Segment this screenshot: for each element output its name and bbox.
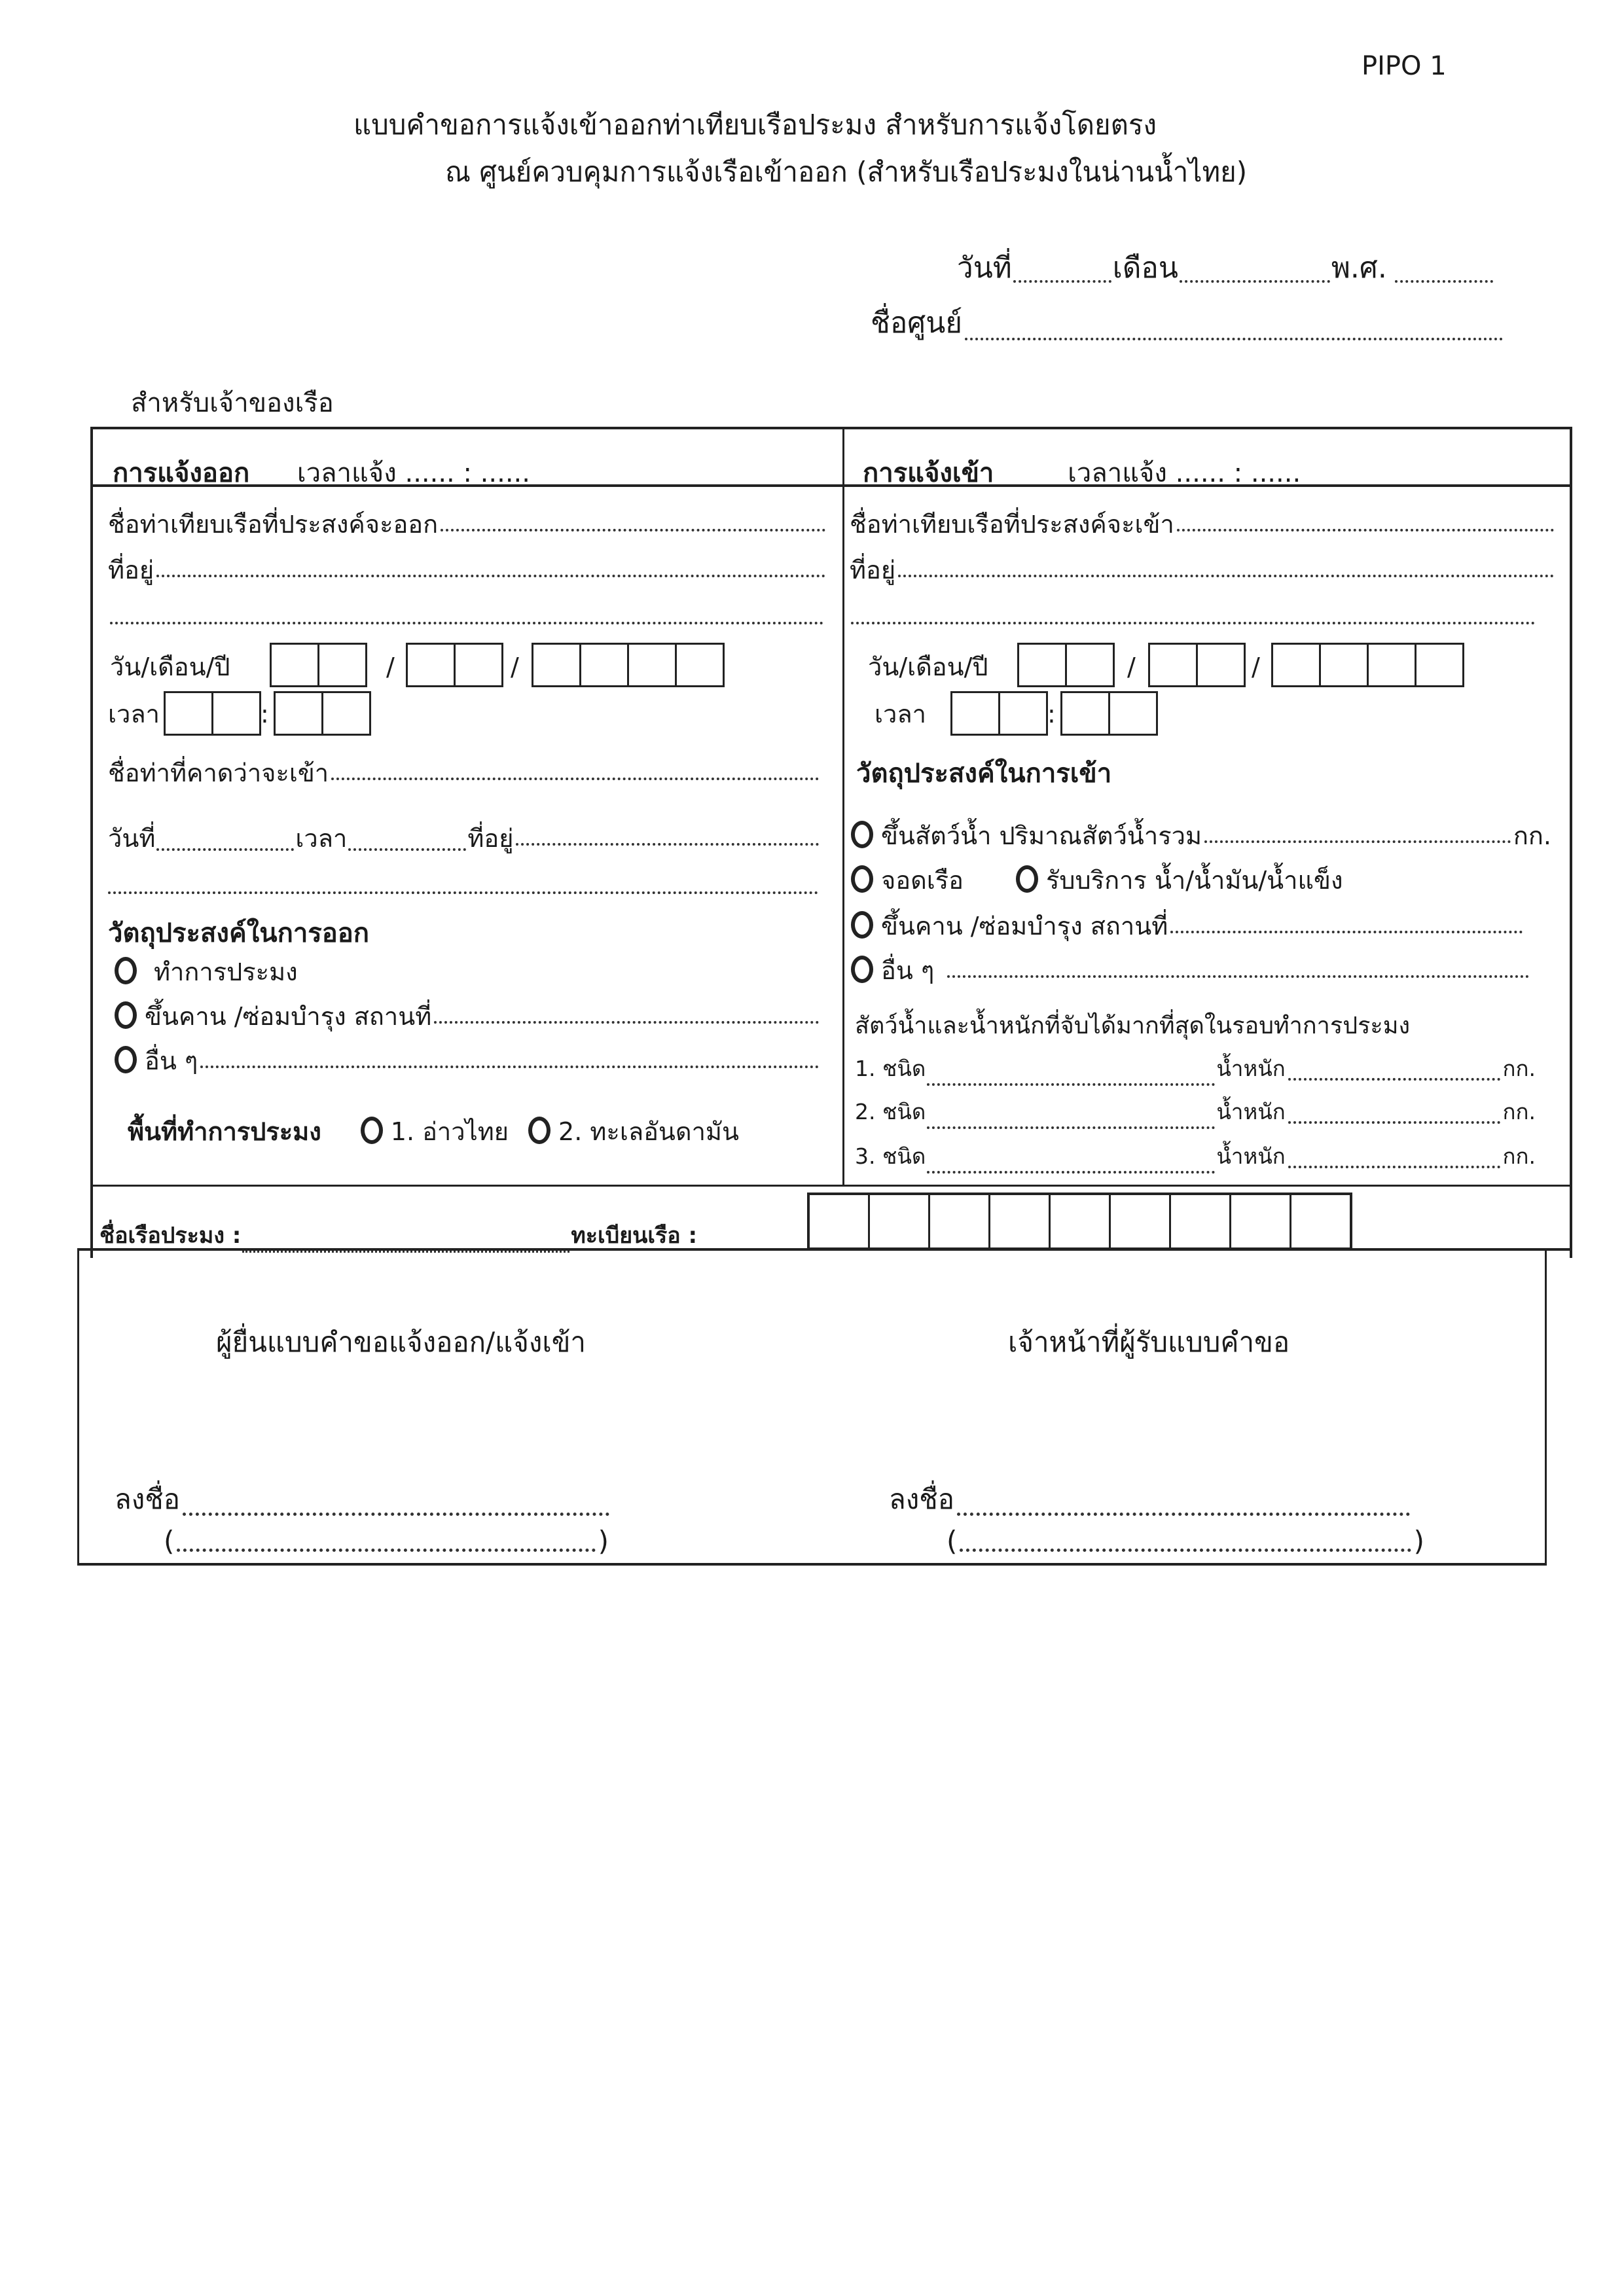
purpose-other-input[interactable]: [200, 1066, 819, 1068]
applicant-sign-label: ลงชื่อ: [115, 1483, 180, 1515]
departure-time-sep: :: [261, 700, 269, 728]
departure-port-input[interactable]: [441, 529, 825, 531]
vessel-name-label: ชื่อเรือประมง :: [99, 1223, 242, 1249]
arrival-address-row: [850, 558, 1557, 583]
arrival-purpose-dock-service: [851, 865, 1343, 893]
applicant-paren-close: ): [598, 1525, 609, 1557]
arrival-repair-location-input[interactable]: [1170, 931, 1523, 933]
expected-day-label: วันที่: [108, 824, 156, 853]
catch-weight-label: น้ำหนัก: [1216, 1056, 1286, 1081]
departure-heading: การแจ้งออก: [113, 458, 250, 488]
center-field-row: [871, 300, 1506, 346]
departure-address-label: ที่อยู่: [108, 556, 154, 584]
expected-time-label: เวลา: [295, 824, 348, 853]
applicant-name-row: [164, 1525, 609, 1557]
officer-signature-input[interactable]: [957, 1513, 1410, 1516]
arrival-port-label: ชื่อท่าเทียบเรือที่ประสงค์จะเข้า: [850, 510, 1174, 539]
fishing-area-row: [128, 1117, 739, 1144]
expected-port-input[interactable]: [331, 778, 819, 780]
signature-left-border: [77, 1248, 79, 1564]
departure-year-boxes[interactable]: [532, 643, 725, 687]
year-label: พ.ศ.: [1331, 251, 1387, 285]
officer-name-row: [947, 1525, 1424, 1557]
arrival-address-line2[interactable]: [851, 622, 1535, 624]
catch-type-input[interactable]: [927, 1171, 1215, 1174]
vessel-reg-label: ทะเบียนเรือ :: [571, 1223, 698, 1249]
purpose-unload-label: ขึ้นสัตว์น้ำ ปริมาณสัตว์น้ำรวม: [881, 821, 1202, 850]
departure-purpose-heading: วัตถุประสงค์ในการออก: [108, 918, 370, 948]
departure-date-sep2: /: [511, 653, 519, 681]
catch-type-input[interactable]: [927, 1083, 1215, 1086]
fishing-area-label: พื้นที่ทำการประมง: [128, 1117, 321, 1146]
radio-arrival-other[interactable]: [851, 956, 873, 983]
officer-sign-row: [889, 1478, 1413, 1521]
officer-sign-label: ลงชื่อ: [889, 1483, 954, 1515]
departure-port-label: ชื่อท่าเทียบเรือที่ประสงค์จะออก: [108, 510, 439, 539]
vessel-row-top-border: [90, 1185, 1571, 1187]
signature-right-border: [1545, 1248, 1547, 1564]
expected-address-line2[interactable]: [108, 891, 818, 894]
month-label: เดือน: [1112, 251, 1178, 285]
arrival-repair-label: ขึ้นคาน /ซ่อมบำรุง สถานที่: [881, 912, 1168, 941]
arrival-other-label: อื่น ๆ: [881, 956, 935, 985]
radio-other[interactable]: [115, 1046, 137, 1073]
departure-purpose-fishing[interactable]: [115, 957, 821, 984]
catch-weight-label: น้ำหนัก: [1216, 1143, 1286, 1169]
day-input[interactable]: [1013, 280, 1111, 283]
radio-repair[interactable]: [115, 1001, 137, 1029]
departure-address-input[interactable]: [156, 575, 825, 577]
radio-unload[interactable]: [851, 821, 873, 848]
expected-time-input[interactable]: [348, 848, 466, 851]
catch-type-label: 3. ชนิด: [855, 1143, 926, 1169]
departure-minute-boxes[interactable]: [274, 691, 371, 736]
radio-gulf-of-thailand[interactable]: [361, 1117, 383, 1144]
arrival-date-sep1: /: [1127, 653, 1136, 681]
catch-weight-input[interactable]: [1288, 1121, 1500, 1124]
purpose-fishing-label: ทำการประมง: [154, 958, 298, 986]
area-andaman-label: 2. ทะเลอันดามัน: [558, 1117, 739, 1146]
purpose-repair-label: ขึ้นคาน /ซ่อมบำรุง สถานที่: [145, 1002, 432, 1031]
departure-purpose-other[interactable]: [115, 1046, 821, 1073]
arrival-date-label: วัน/เดือน/ปี: [868, 653, 988, 681]
table-right-border: [1570, 427, 1572, 1258]
vessel-name-input[interactable]: [242, 1251, 569, 1253]
repair-location-input[interactable]: [434, 1021, 819, 1024]
area-gulf-label: 1. อ่าวไทย: [390, 1117, 509, 1146]
catch-weight-input[interactable]: [1288, 1078, 1500, 1081]
applicant-sign-row: [115, 1478, 612, 1521]
catch-weight-label: น้ำหนัก: [1216, 1099, 1286, 1124]
form-title-line2: ณ ศูนย์ควบคุมการแจ้งเรือเข้าออก (สำหรับเรือประมงในน่านน้ำไทย): [445, 156, 1248, 188]
unload-unit: กก.: [1513, 821, 1551, 850]
expected-port-label: ชื่อท่าที่คาดว่าจะเข้า: [108, 759, 329, 787]
table-left-border: [90, 427, 93, 1258]
arrival-day-boxes[interactable]: [1017, 643, 1115, 687]
arrival-purpose-unload[interactable]: [851, 821, 1551, 848]
expected-arrival-row: [108, 826, 821, 851]
officer-title: เจ้าหน้าที่ผู้รับแบบคำขอ: [1008, 1326, 1290, 1358]
catch-heading: สัตว์น้ำและน้ำหนักที่จับได้มากที่สุดในรอบทำการประมง: [855, 1013, 1411, 1039]
departure-day-boxes[interactable]: [270, 643, 367, 687]
radio-service[interactable]: [1016, 865, 1038, 893]
form-code: PIPO 1: [1362, 51, 1447, 81]
arrival-heading-row: [863, 452, 1301, 493]
arrival-notify-time: เวลาแจ้ง ...... : ......: [1068, 458, 1301, 488]
radio-arrival-repair[interactable]: [851, 911, 873, 939]
form-title-line1: แบบคำขอการแจ้งเข้าออกท่าเทียบเรือประมง สำหรับการแจ้งโดยตรง: [353, 109, 1157, 141]
day-label: วันที่: [957, 251, 1012, 285]
center-input[interactable]: [965, 338, 1503, 340]
vessel-reg-boxes[interactable]: [807, 1193, 1352, 1250]
departure-address-row: [108, 558, 828, 583]
departure-address-line2[interactable]: [110, 622, 823, 624]
catch-type-input[interactable]: [927, 1126, 1215, 1129]
arrival-month-boxes[interactable]: [1148, 643, 1246, 687]
vessel-row: [99, 1217, 697, 1253]
arrival-port-row: [850, 512, 1557, 537]
catch-unit: กก.: [1502, 1143, 1536, 1169]
signature-bottom-border: [77, 1563, 1547, 1566]
table-middle-divider: [842, 427, 844, 1186]
catch-row: [855, 1051, 1536, 1086]
departure-heading-row: [113, 452, 530, 493]
catch-type-label: 1. ชนิด: [855, 1056, 926, 1081]
purpose-service-label: รับบริการ น้ำ/น้ำมัน/น้ำแข็ง: [1046, 866, 1343, 895]
departure-hour-boxes[interactable]: [164, 691, 261, 736]
owner-section-label: สำหรับเจ้าของเรือ: [131, 388, 334, 418]
table-top-border: [90, 427, 1571, 429]
applicant-name-input[interactable]: [177, 1549, 595, 1552]
applicant-title: ผู้ยื่นแบบคำขอแจ้งออก/แจ้งเข้า: [216, 1326, 586, 1358]
purpose-other-label: อื่น ๆ: [145, 1047, 198, 1075]
arrival-minute-boxes[interactable]: [1060, 691, 1158, 736]
arrival-purpose-other[interactable]: [851, 956, 1532, 983]
departure-date-label: วัน/เดือน/ปี: [110, 653, 230, 681]
arrival-year-boxes[interactable]: [1271, 643, 1464, 687]
radio-andaman-sea[interactable]: [528, 1117, 550, 1144]
departure-notify-time: เวลาแจ้ง ...... : ......: [297, 458, 530, 488]
expected-address-input[interactable]: [516, 843, 819, 846]
departure-port-row: [108, 512, 828, 537]
officer-paren-open: (: [947, 1525, 958, 1557]
arrival-heading: การแจ้งเข้า: [863, 458, 994, 488]
applicant-signature-input[interactable]: [183, 1513, 609, 1516]
arrival-hour-boxes[interactable]: [950, 691, 1048, 736]
catch-type-label: 2. ชนิด: [855, 1099, 926, 1124]
date-field-row: [957, 251, 1507, 285]
officer-name-input[interactable]: [960, 1549, 1411, 1552]
arrival-purpose-repair[interactable]: [851, 911, 1525, 939]
arrival-other-input[interactable]: [947, 975, 1529, 978]
catch-row: [855, 1139, 1536, 1174]
officer-paren-close: ): [1413, 1525, 1424, 1557]
catch-row: [855, 1094, 1536, 1129]
arrival-purpose-heading: วัตถุประสงค์ในการเข้า: [856, 759, 1112, 789]
radio-dock[interactable]: [851, 865, 873, 893]
arrival-time-label: เวลา: [875, 700, 926, 728]
unload-quantity-input[interactable]: [1204, 840, 1511, 843]
arrival-address-input[interactable]: [898, 575, 1554, 577]
departure-purpose-repair[interactable]: [115, 1001, 821, 1029]
expected-day-input[interactable]: [156, 848, 294, 851]
expected-address-label: ที่อยู่: [467, 824, 514, 853]
applicant-paren-open: (: [164, 1525, 175, 1557]
center-label: ชื่อศูนย์: [871, 306, 963, 340]
arrival-port-input[interactable]: [1177, 529, 1554, 531]
arrival-address-label: ที่อยู่: [850, 556, 896, 584]
purpose-dock-label: จอดเรือ: [881, 866, 964, 895]
catch-unit: กก.: [1502, 1056, 1536, 1081]
arrival-date-sep2: /: [1252, 653, 1260, 681]
year-input[interactable]: [1395, 280, 1493, 283]
catch-unit: กก.: [1502, 1099, 1536, 1124]
month-input[interactable]: [1180, 280, 1330, 283]
departure-month-boxes[interactable]: [406, 643, 503, 687]
expected-port-row: [108, 761, 821, 785]
departure-date-sep1: /: [386, 653, 395, 681]
arrival-time-sep: :: [1047, 700, 1056, 728]
departure-time-label: เวลา: [108, 700, 160, 728]
catch-weight-input[interactable]: [1288, 1166, 1500, 1168]
radio-fishing[interactable]: [115, 957, 137, 984]
